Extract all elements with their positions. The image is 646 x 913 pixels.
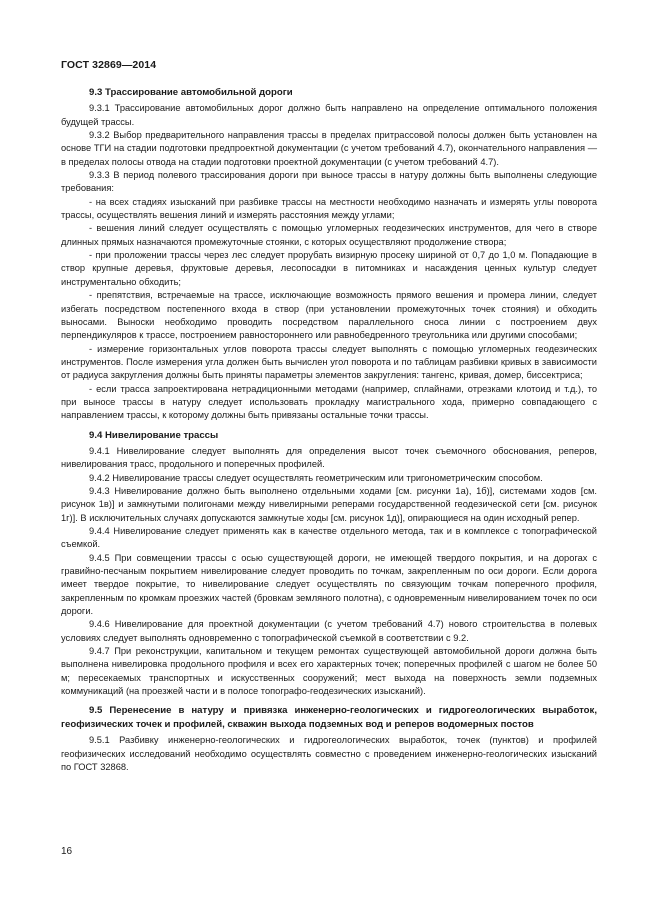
section-title: 9.3 Трассирование автомобильной дороги <box>89 87 293 98</box>
paragraph: 9.4.4 Нивелирование следует применять как в качестве отдельного метода, так и в комплексе с топографической съемкой. <box>61 526 597 550</box>
page-number: 16 <box>61 846 73 857</box>
paragraph: 9.3.1 Трассирование автомобильных дорог должно быть направлено на определение оптимального положения будущей трассы. <box>61 103 597 127</box>
paragraph: 9.3.3 В период полевого трассирования дороги при выносе трассы в натуру должны быть выполнены следующие требования: <box>61 170 597 194</box>
document-body <box>61 86 597 774</box>
paragraph: 9.5.1 Разбивку инженерно-геологических и гидрогеологических выработок, точек (пунктов) и профилей геофизических исследований необходимо осуществлять совместно с проведением инженерно-геологических изысканий по ГОСТ 32868. <box>61 735 597 772</box>
list-item: - если трасса запроектирована нетрадиционными методами (например, сплайнами, отрезками клотоид и т.д.), то при выносе трассы в натуру следует использовать прокладку магистрального хода, примерно совпадающего с направлением трассы, к которому должны быть привязаны остальные точки трассы. <box>61 383 597 421</box>
paragraph: 9.3.2 Выбор предварительного направления трассы в пределах притрассовой полосы должен быть установлен на основе ТГИ на стадии подготовки предпроектной документации (с учетом требований 4.7), окончательного направления — в пределах полосы отвода на стадии подготовки проектной документации (с учетом требований 4.7). <box>61 130 597 167</box>
section-9-4 <box>61 429 597 699</box>
paragraph: 9.4.2 Нивелирование трассы следует осуществлять геометрическим или тригонометрическим способом. <box>89 472 543 483</box>
list-item: - на всех стадиях изысканий при разбивке трассы на местности необходимо назначать и измерять углы поворота трассы, осуществлять вешения линий и измерять расстояния между углами; <box>61 196 597 221</box>
section-9-5 <box>61 704 597 774</box>
list-item: - вешения линий следует осуществлять с помощью угломерных геодезических инструментов, для чего в створе длинных прямых назначаются промежуточные стоянки, с которых осуществляют продолжение створа; <box>61 223 597 247</box>
section-title: 9.4 Нивелирование трассы <box>89 429 219 441</box>
document-header: ГОСТ 32869—2014 <box>61 59 157 71</box>
paragraph: 9.4.5 При совмещении трассы с осью существующей дороги, не имеющей твердого покрытия, и на дорогах с гравийно-песчаным покрытием нивелирование следует проводить по точкам, закрепленным по оси дороги. Если дорога имеет твердое покрытие, то нивелирование следует осуществлять по связующим точкам поперечного профиля, закрепленным по кромкам проезжих частей (бровкам земляного полотна), с одновременным нивелированием точек по оси дороги. <box>61 552 597 617</box>
paragraph: 9.4.7 При реконструкции, капитальном и текущем ремонтах существующей автомобильной дороги должна быть выполнена нивелировка продольного профиля и всех его характерных точек; поперечных профилей с шагом не более 50 м; пересекаемых транспортных и искусственных сооружений; мест выхода на поверхность земли подземных коммуникаций (на проезжей части и в полосе топографо-геодезических изысканий). <box>61 646 597 697</box>
list-item: - измерение горизонтальных углов поворота трассы следует выполнять с помощью угломерных геодезических инструментов. После измерения угла должен быть вычислен угол поворота и по таблицам разбивки кривых в зависимости от радиуса закругления должны быть приняты параметры элементов закругления: тангенс, кривая, домер, биссектриса; <box>61 343 597 381</box>
section-9-3 <box>61 86 597 423</box>
paragraph: 9.4.6 Нивелирование для проектной документации (с учетом требований 4.7) нового строительства в полевых условиях следует выполнять одновременно с топографической съемкой в соответствии с 9.2. <box>61 619 597 643</box>
section-title: 9.5 Перенесение в натуру и привязка инженерно-геологических и гидрогеологических выработок, геофизических точек и профилей, скважин выхода подземных вод и реперов водомерных постов <box>61 705 597 730</box>
paragraph: 9.4.3 Нивелирование должно быть выполнено отдельными ходами [см. рисунки 1а), 1б)], системами ходов [см. рисунок 1в)] и замкнутыми полигонами между нивелирными реперами государственной геодезической сети [см. рисунок 1г)]. В исключительных случаях допускаются замкнутые ходы [см. рисунок 1д)], опирающиеся на один исходный репер. <box>61 485 597 523</box>
list-item: - препятствия, встречаемые на трассе, исключающие возможность прямого вешения и промера линии, следует избегать посредством постепенного входа в створ (при установлении промежуточных точек стояния) и обходить выносами. Выноски необходимо проводить посредством параллельного сноса линии с построением двух перпендикуляров к трассе, построением равностороннего или равнобедренного треугольника или другими способами; <box>61 290 597 341</box>
paragraph: 9.4.1 Нивелирование следует выполнять для определения высот точек съемочного обоснования, реперов, нивелирования трасс, продольного и поперечных профилей. <box>61 445 597 470</box>
list-item: - при проложении трассы через лес следует прорубать визирную просеку шириной от 0,7 до 1,0 м. Попадающие в створ крупные деревья, фруктовые деревья, лесопосадки в питомниках и насаждения ценных культур следует инструментально обходить; <box>61 250 597 287</box>
